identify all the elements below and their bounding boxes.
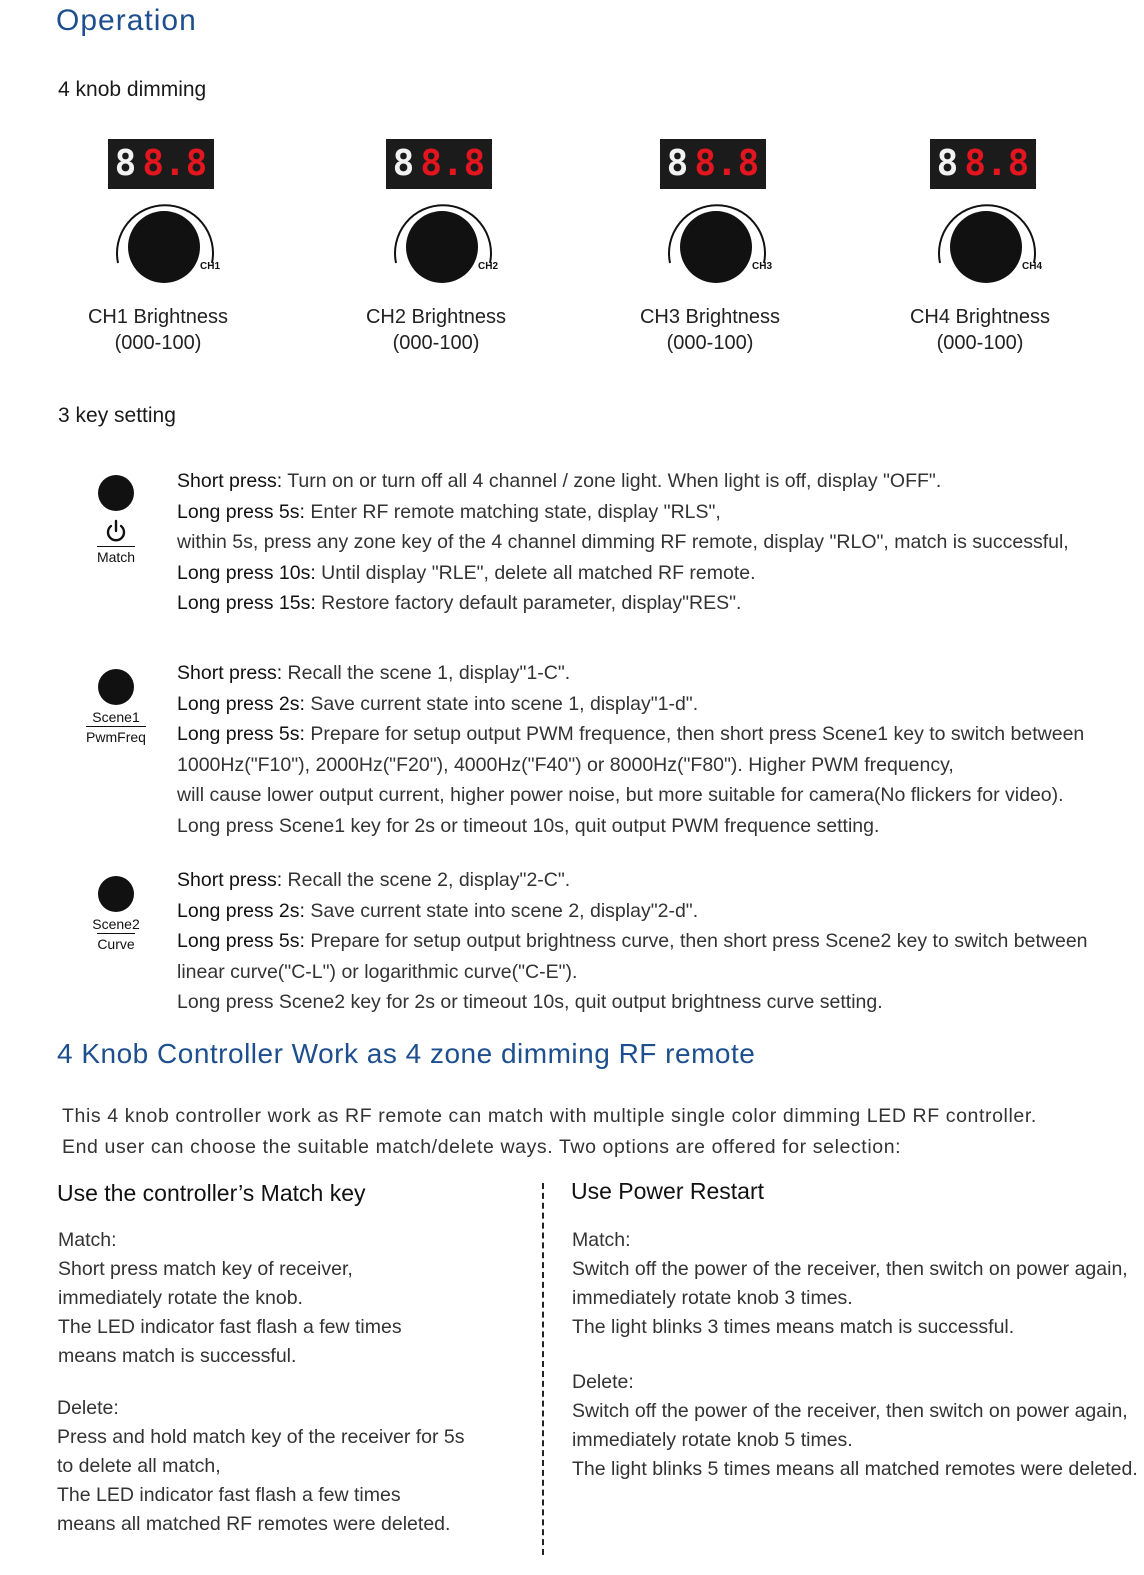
knob-section-heading: 4 knob dimming	[58, 78, 207, 101]
knob-icon[interactable]	[112, 201, 222, 287]
left-match-block	[58, 1226, 402, 1371]
press-term: Long press 5s:	[177, 723, 305, 745]
knob-unit-ch1	[87, 139, 318, 379]
display-digit-white: 8	[392, 143, 415, 184]
scene1-key-label: Scene1	[92, 709, 140, 725]
left-match-line: Short press match key of receiver,	[58, 1258, 353, 1280]
press-text: Prepare for setup output brightness curve, then short press Scene2 key to switch between	[304, 930, 1088, 952]
segment-display	[108, 139, 214, 189]
display-digits-red: 8.8	[420, 143, 486, 184]
scene2-key-label: Scene2	[92, 916, 140, 932]
channel-tag: CH4	[1022, 261, 1043, 272]
description-line	[177, 527, 1069, 558]
press-text: Recall the scene 2, display"2-C".	[282, 869, 571, 891]
key-description-0	[177, 466, 1069, 619]
right-delete-line: The light blinks 5 times means all matched remotes were deleted.	[572, 1458, 1138, 1480]
knob-range: (000-100)	[666, 332, 754, 354]
knob-caption: CH3 Brightness	[639, 306, 781, 328]
press-text: linear curve("C-L") or logarithmic curve("C-E").	[177, 960, 578, 983]
press-text: Long press Scene2 key for 2s or timeout 10s, quit output brightness curve setting.	[177, 991, 883, 1013]
right-delete-line: immediately rotate knob 5 times.	[572, 1429, 853, 1451]
knob-range: (000-100)	[936, 332, 1024, 354]
description-line	[177, 896, 1088, 927]
knob-icon[interactable]	[390, 201, 500, 287]
segment-display	[660, 139, 766, 189]
key-section-heading: 3 key setting	[58, 404, 176, 427]
press-text: Recall the scene 1, display"1-C".	[282, 662, 571, 684]
knob-icon[interactable]	[934, 201, 1044, 287]
press-text: will cause lower output current, higher power noise, but more suitable for camera(No flickers for video).	[177, 784, 1064, 806]
scene2-key[interactable]	[76, 876, 156, 954]
left-match-line: means match is successful.	[58, 1345, 297, 1367]
match-key[interactable]	[76, 475, 156, 567]
description-line	[177, 588, 1069, 619]
channel-tag: CH1	[200, 261, 221, 272]
right-column-title: Use Power Restart	[571, 1178, 765, 1204]
description-line	[177, 865, 1088, 896]
right-match-line: The light blinks 3 times means match is successful.	[572, 1316, 1015, 1338]
description-line	[177, 497, 1069, 528]
description-line	[177, 719, 1084, 750]
press-term: Long press 10s:	[177, 561, 316, 584]
knob-unit-ch2	[365, 139, 596, 379]
press-term: Long press 15s:	[177, 592, 316, 614]
knob-caption: CH2 Brightness	[365, 306, 507, 328]
press-text: Restore factory default parameter, display"RES".	[315, 592, 742, 614]
press-text: Long press Scene1 key for 2s or timeout 10s, quit output PWM frequence setting.	[177, 814, 880, 837]
press-term: Short press:	[177, 470, 283, 492]
right-match-line: immediately rotate knob 3 times.	[572, 1287, 853, 1309]
description-line	[177, 658, 1084, 689]
right-match-label: Match:	[572, 1229, 631, 1251]
display-digits-red: 8.8	[694, 143, 760, 184]
knob-icon[interactable]	[664, 201, 774, 287]
key-description-1	[177, 658, 1084, 841]
scene2-key-sublabel: Curve	[97, 933, 134, 953]
left-delete-line: Press and hold match key of the receiver for 5s	[57, 1426, 465, 1448]
left-match-line: The LED indicator fast flash a few times	[58, 1316, 402, 1338]
press-text: Until display "RLE", delete all matched RF remote.	[315, 561, 756, 584]
channel-tag: CH2	[478, 261, 499, 272]
press-term: Short press:	[177, 869, 283, 891]
left-delete-line: to delete all match,	[57, 1455, 221, 1477]
display-digit-white: 8	[666, 143, 689, 184]
display-digits-red: 8.8	[964, 143, 1030, 184]
segment-display	[930, 139, 1036, 189]
right-delete-label: Delete:	[572, 1371, 634, 1393]
press-term: Long press 2s:	[177, 692, 305, 715]
left-delete-line: means all matched RF remotes were deleted.	[57, 1513, 451, 1535]
left-column-title: Use the controller’s Match key	[57, 1180, 366, 1206]
press-term: Long press 2s:	[177, 899, 305, 922]
match-key-label: Match	[97, 546, 135, 566]
rf-intro-line-1: This 4 knob controller work as RF remote can match with multiple single color dimming LED RF controller.	[62, 1105, 1037, 1127]
press-text: Turn on or turn off all 4 channel / zone light. When light is off, display "OFF".	[282, 470, 942, 492]
power-icon	[104, 519, 128, 545]
press-term: Long press 5s:	[177, 930, 305, 952]
scene2-button-icon	[98, 876, 134, 912]
press-text: Save current state into scene 2, display"2-d".	[304, 899, 699, 922]
description-line	[177, 957, 1088, 988]
scene1-key-sublabel: PwmFreq	[86, 726, 146, 746]
segment-display	[386, 139, 492, 189]
description-line	[177, 689, 1084, 720]
knob-caption: CH1 Brightness	[87, 306, 229, 328]
press-text: Enter RF remote matching state, display "RLS",	[304, 500, 721, 523]
display-digit-white: 8	[936, 143, 959, 184]
knob-caption: CH4 Brightness	[909, 306, 1051, 328]
page-title: Operation	[56, 4, 197, 37]
column-divider	[542, 1183, 544, 1555]
description-line	[177, 987, 1088, 1018]
right-delete-block	[572, 1368, 1138, 1484]
description-line	[177, 926, 1088, 957]
left-match-label: Match:	[58, 1229, 117, 1251]
display-digits-red: 8.8	[142, 143, 208, 184]
description-line	[177, 780, 1084, 811]
description-line	[177, 466, 1069, 497]
match-button-icon	[98, 475, 134, 511]
press-term: Short press:	[177, 662, 283, 684]
channel-tag: CH3	[752, 261, 773, 272]
scene1-key[interactable]	[76, 669, 156, 747]
right-delete-line: Switch off the power of the receiver, then switch on power again,	[572, 1400, 1128, 1422]
left-delete-block	[57, 1394, 465, 1539]
rf-intro-line-2: End user can choose the suitable match/delete ways. Two options are offered for selection:	[62, 1136, 902, 1158]
display-digit-white: 8	[114, 143, 137, 184]
rf-section-heading: 4 Knob Controller Work as 4 zone dimming RF remote	[57, 1038, 756, 1069]
description-line	[177, 558, 1069, 589]
left-match-line: immediately rotate the knob.	[58, 1287, 303, 1309]
knob-unit-ch4	[909, 139, 1140, 379]
left-delete-label: Delete:	[57, 1397, 119, 1419]
knob-range: (000-100)	[114, 332, 202, 354]
press-text: within 5s, press any zone key of the 4 channel dimming RF remote, display "RLO", match is successful,	[177, 531, 1069, 553]
right-match-line: Switch off the power of the receiver, then switch on power again,	[572, 1258, 1128, 1280]
press-term: Long press 5s:	[177, 500, 305, 523]
key-description-2	[177, 865, 1088, 1018]
knob-unit-ch3	[639, 139, 870, 379]
press-text: Prepare for setup output PWM frequence, then short press Scene1 key to switch between	[304, 723, 1085, 745]
right-match-block	[572, 1226, 1128, 1342]
press-text: Save current state into scene 1, display"1-d".	[304, 692, 699, 715]
left-delete-line: The LED indicator fast flash a few times	[57, 1484, 401, 1506]
press-text: 1000Hz("F10"), 2000Hz("F20"), 4000Hz("F40") or 8000Hz("F80"). Higher PWM frequency,	[177, 753, 954, 776]
description-line	[177, 750, 1084, 781]
description-line	[177, 811, 1084, 842]
knob-range: (000-100)	[392, 332, 480, 354]
scene1-button-icon	[98, 669, 134, 705]
